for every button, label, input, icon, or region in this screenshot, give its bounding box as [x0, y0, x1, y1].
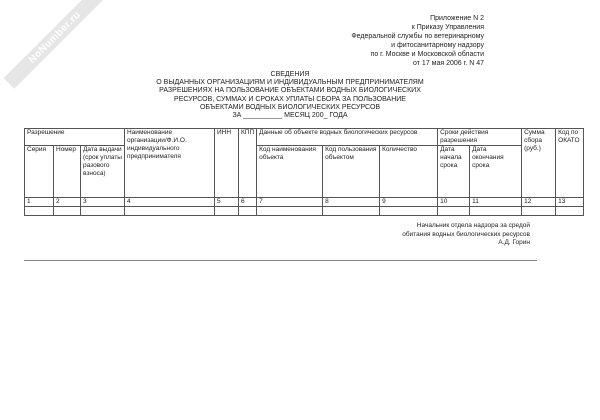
header-code-use: Код пользования объектом [323, 146, 380, 198]
cell [239, 207, 257, 216]
col-num: 13 [556, 198, 584, 207]
signature-line: Начальник отдела надзора за средой [416, 222, 530, 229]
title-line: ЗА __________ МЕСЯЦ 200_ ГОДА [232, 112, 348, 120]
signature-name: А.Д. Горин [498, 239, 530, 246]
title-line: О ВЫДАННЫХ ОРГАНИЗАЦИЯМ И ИНДИВИДУАЛЬНЫМ ПРЕДПРИНИМАТЕЛЯМ [156, 79, 424, 87]
cell [556, 207, 584, 216]
signature-line: обитания водных биологических ресурсов [402, 230, 530, 238]
appendix-header [351, 14, 484, 68]
header-series: Серия [25, 146, 54, 198]
col-num: 11 [470, 198, 522, 207]
header-code-name: Код наименования объекта [257, 146, 323, 198]
col-num: 3 [81, 198, 125, 207]
header-object: Данные об объекте водных биологических ресурсов [257, 129, 438, 146]
header-okato: Код по ОКАТО [556, 129, 584, 198]
divider [24, 260, 537, 261]
appendix-line: к Приказу Управления [411, 24, 484, 31]
empty-row [25, 207, 584, 216]
header-inn: ИНН [215, 129, 239, 198]
col-num: 5 [215, 198, 239, 207]
cell [522, 207, 556, 216]
header-name: Наименование организации/Ф.И.О. индивидуального предпринимателя [125, 129, 215, 198]
cell [380, 207, 438, 216]
header-permit: Разрешение [25, 129, 125, 146]
col-num: 2 [54, 198, 81, 207]
col-num: 4 [125, 198, 215, 207]
header-terms: Сроки действия разрешения [438, 129, 522, 146]
col-num: 8 [323, 198, 380, 207]
title-line: ОБЪЕКТАМИ ВОДНЫХ БИОЛОГИЧЕСКИХ РЕСУРСОВ [199, 103, 381, 111]
cell [125, 207, 215, 216]
appendix-line: и фитосанитарному надзору [391, 42, 484, 49]
cell [54, 207, 81, 216]
cell [323, 207, 380, 216]
cell [470, 207, 522, 216]
title-line: РАЗРЕШЕНИЯХ НА ПОЛЬЗОВАНИЕ ОБЪЕКТАМИ ВОДНЫХ БИОЛОГИЧЕСКИХ [159, 87, 421, 95]
col-num: 9 [380, 198, 438, 207]
cell [25, 207, 54, 216]
header-date: Дата выдачи (срок уплаты разового взноса) [81, 146, 125, 198]
header-end: Дата окончания срока [470, 146, 522, 198]
watermark: NoNumber.ru [4, 0, 107, 89]
document-title [130, 71, 450, 120]
title-line: РЕСУРСОВ, СУММАХ И СРОКАХ УПЛАТЫ СБОРА ЗА ПОЛЬЗОВАНИЕ [174, 95, 406, 103]
cell [438, 207, 470, 216]
title-line: СВЕДЕНИЯ [270, 71, 310, 78]
header-number: Номер [54, 146, 81, 198]
appendix-line: Приложение N 2 [430, 15, 484, 22]
appendix-line: Федеральной службы по ветеринарному [351, 33, 484, 40]
cell [215, 207, 239, 216]
cell [257, 207, 323, 216]
appendix-line: от 17 мая 2006 г. N 47 [413, 60, 484, 67]
col-num: 10 [438, 198, 470, 207]
header-start: Дата начала срока [438, 146, 470, 198]
col-num: 7 [257, 198, 323, 207]
signature-block [402, 222, 530, 248]
col-num: 1 [25, 198, 54, 207]
cell [81, 207, 125, 216]
header-qty: Количество [380, 146, 438, 198]
header-sum: Сумма сбора (руб.) [522, 129, 556, 198]
col-num: 6 [239, 198, 257, 207]
permits-table [24, 128, 584, 216]
column-numbers-row [25, 198, 584, 207]
col-num: 12 [522, 198, 556, 207]
header-kpp: КПП [239, 129, 257, 198]
appendix-line: по г. Москве и Московской области [370, 51, 484, 58]
